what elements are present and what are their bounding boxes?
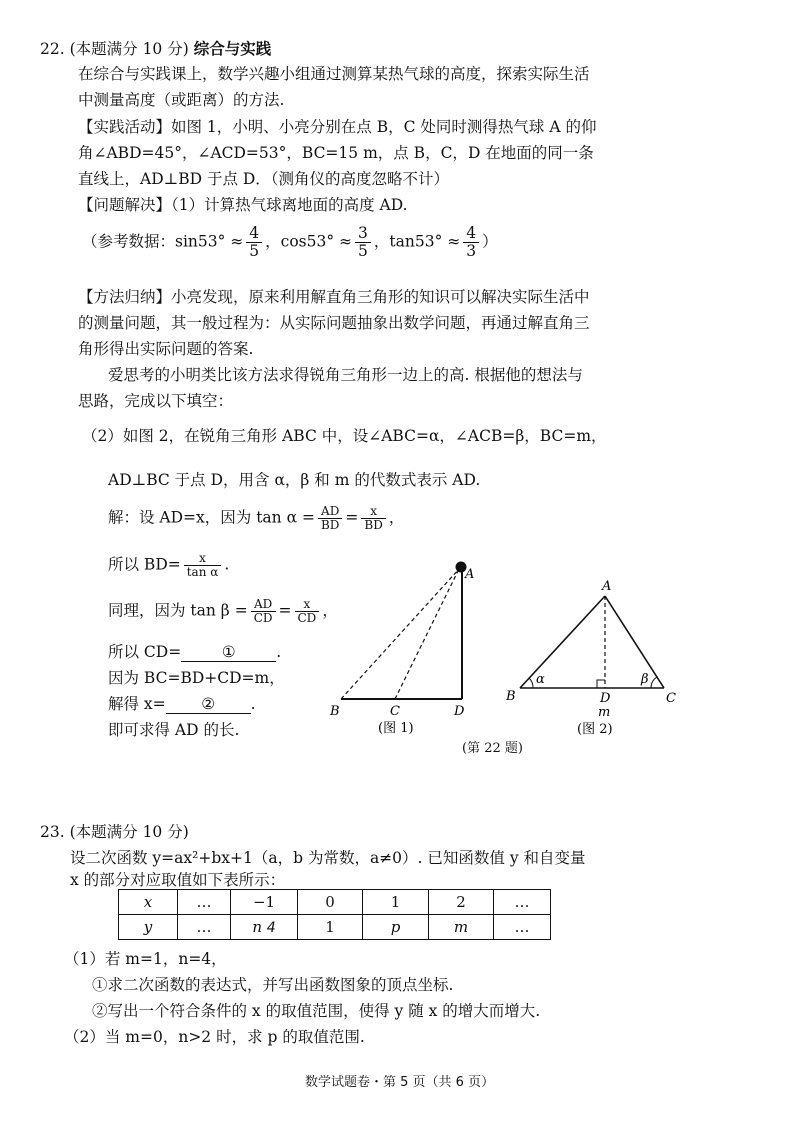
ref-cos-den: 5 xyxy=(358,242,368,261)
sol1-prefix: 解：设 AD=x，因为 tan α = xyxy=(108,508,315,527)
solution-line5: 因为 BC=BD+CD=m， xyxy=(108,669,285,687)
ref-cos: ，cos53° ≈ xyxy=(265,232,353,251)
table-cell: … xyxy=(178,915,231,940)
fig1-caption: (图 1) xyxy=(378,721,414,736)
sol1-f1-num: AD xyxy=(318,505,342,519)
sol3-prefix: 同理，因为 tan β = xyxy=(108,601,248,620)
q22-part2-line2: AD⊥BC 于点 D，用含 α，β 和 m 的代数式表示 AD. xyxy=(108,471,481,489)
q23-part1-a: ①求二次函数的表达式，并写出函数图象的顶点坐标. xyxy=(92,976,454,994)
sol3-suffix: ， xyxy=(322,601,338,620)
sol1-f2-den: BD xyxy=(364,518,383,533)
sol2-num: x xyxy=(184,552,222,566)
solution-line6 xyxy=(108,692,256,714)
sol4-suffix: . xyxy=(276,643,282,661)
table-row-y xyxy=(119,915,551,940)
solution-line7: 即可求得 AD 的长. xyxy=(108,721,240,739)
sol3-f2-num: x xyxy=(295,598,320,612)
ref-tan-den: 3 xyxy=(466,242,477,261)
q23-part1-b: ②写出一个符合条件的 x 的取值范围，使得 y 随 x 的增大而增大. xyxy=(92,1002,541,1020)
q23-header xyxy=(40,820,189,842)
ref-sin-den: 5 xyxy=(249,242,260,261)
fig2-label-m: m xyxy=(598,705,611,720)
solution-line4 xyxy=(108,640,281,662)
q22-header xyxy=(40,37,271,59)
q23-stem-line2: x 的部分对应取值如下表所示： xyxy=(70,871,286,889)
sol1-eq: = xyxy=(345,508,359,527)
fig1-label-c: C xyxy=(390,704,400,719)
q23-part1: （1）若 m=1，n=4， xyxy=(64,950,227,968)
sol3-eq: = xyxy=(278,601,292,620)
q23-part2: （2）当 m=0，n>2 时，求 p 的取值范围. xyxy=(64,1028,365,1046)
fig2-angle-beta-arc xyxy=(651,677,657,688)
q22-method-line2: 的测量问题，其一般过程为：从实际问题抽象出数学问题，再通过解直角三 xyxy=(78,314,590,332)
q22-method-line3: 角形得出实际问题的答案. xyxy=(78,340,254,358)
fig1-sightline-c xyxy=(395,569,459,699)
fig1-label-a: A xyxy=(465,567,475,582)
q22-think-line2: 思路，完成以下填空： xyxy=(78,392,234,410)
table-row-x xyxy=(119,890,551,915)
sol2-prefix: 所以 BD= xyxy=(108,555,181,574)
fig1-label-d: D xyxy=(454,704,465,719)
table-cell: 1 xyxy=(363,890,429,915)
ref-tan-num: 4 xyxy=(463,225,479,243)
table-cell xyxy=(231,915,298,940)
q22-practice-line1: 【实践活动】如图 1，小明、小亮分别在点 B，C 处同时测得热气球 A 的仰 xyxy=(78,118,597,136)
figure-1 xyxy=(320,548,480,738)
right-angle-icon xyxy=(597,680,605,688)
fig2-side-ac xyxy=(605,596,664,688)
sol1-suffix: ， xyxy=(388,508,405,527)
q22-score-note: (本题满分 10 分) xyxy=(69,40,189,58)
table-cell: 1 xyxy=(298,915,363,940)
fig2-label-beta: β xyxy=(641,672,649,687)
solution-line1 xyxy=(108,505,404,532)
q22-intro-line2: 中测量高度（或距离）的方法. xyxy=(78,91,285,109)
q23-stem-line1: 设二次函数 y=ax²+bx+1（a，b 为常数，a≠0）. 已知函数值 y 和自变量 xyxy=(70,849,586,867)
q22-number: 22. xyxy=(40,40,65,58)
table-cell: −1 xyxy=(231,890,298,915)
table-cell: m xyxy=(429,915,494,940)
blank-2: ② xyxy=(166,695,251,714)
sol4-prefix: 所以 CD= xyxy=(108,643,182,661)
sol1-f2-num: x xyxy=(361,505,385,519)
table-cell: 2 xyxy=(429,890,494,915)
solution-line2 xyxy=(108,552,229,579)
q22-think-line1: 爱思考的小明类比该方法求得锐角三角形一边上的高. 根据他的想法与 xyxy=(108,366,583,384)
q22-part2-line1: （2）如图 2，在锐角三角形 ABC 中，设∠ABC=α，∠ACB=β，BC=m， xyxy=(82,427,607,445)
fig1-label-b: B xyxy=(330,704,340,719)
table-cell-n: n xyxy=(252,918,262,936)
blank-1: ① xyxy=(181,643,276,662)
fig2-side-ab xyxy=(520,596,605,688)
sol6-suffix: . xyxy=(250,695,256,713)
ref-tan: ，tan53° ≈ xyxy=(373,232,461,251)
fig2-label-b: B xyxy=(506,689,516,704)
fig2-label-a: A xyxy=(602,579,612,594)
q22-reference-data xyxy=(82,225,498,260)
q22-title: 综合与实践 xyxy=(193,39,272,58)
q23-score-note: (本题满分 10 分) xyxy=(69,823,189,841)
sol3-f2-den: CD xyxy=(297,611,317,626)
table-cell: y xyxy=(119,915,178,940)
ref-sin-num: 4 xyxy=(246,225,262,243)
table-cell: p xyxy=(363,915,429,940)
fig2-label-d: D xyxy=(600,691,611,706)
q22-intro-line1: 在综合与实践课上，数学兴趣小组通过测算某热气球的高度，探索实际生活 xyxy=(78,65,590,83)
fig2-caption: (图 2) xyxy=(577,722,613,737)
table-cell: … xyxy=(494,890,551,915)
sol2-den: tan α xyxy=(186,565,219,580)
solution-line3 xyxy=(108,598,338,625)
ref-suffix: ） xyxy=(482,232,498,251)
fig2-label-c: C xyxy=(666,691,676,706)
ref-prefix: （参考数据：sin53° ≈ xyxy=(82,232,244,251)
q22-figure-caption: (第 22 题) xyxy=(462,741,523,756)
table-cell: 0 xyxy=(298,890,363,915)
sol6-prefix: 解得 x= xyxy=(108,695,166,713)
handwritten-mark: 4 xyxy=(266,920,276,936)
table-cell: … xyxy=(494,915,551,940)
sol3-f1-den: CD xyxy=(253,611,273,626)
sol3-f1-num: AD xyxy=(251,598,276,612)
ref-cos-num: 3 xyxy=(355,225,371,243)
fig2-label-alpha: α xyxy=(536,672,545,687)
sol2-suffix: . xyxy=(224,555,230,574)
value-table xyxy=(118,889,551,940)
q22-problem-line1: 【问题解决】（1）计算热气球离地面的高度 AD. xyxy=(78,196,408,214)
fig2-angle-alpha-arc xyxy=(529,678,533,688)
sol1-f1-den: BD xyxy=(320,518,340,533)
page-footer: 数学试题卷・第 5 页（共 6 页） xyxy=(305,1075,495,1090)
q22-method-line1: 【方法归纳】小亮发现，原来利用解直角三角形的知识可以解决实际生活中 xyxy=(78,288,590,306)
table-cell: x xyxy=(119,890,178,915)
q23-number: 23. xyxy=(40,823,65,841)
figure-2 xyxy=(500,578,685,743)
q22-practice-line3: 直线上，AD⊥BD 于点 D．（测角仪的高度忽略不计） xyxy=(78,170,450,188)
q22-practice-line2: 角∠ABD=45°，∠ACD=53°，BC=15 m，点 B，C，D 在地面的同一条 xyxy=(78,144,594,162)
fig1-sightline-b xyxy=(341,569,459,699)
table-cell: … xyxy=(178,890,231,915)
